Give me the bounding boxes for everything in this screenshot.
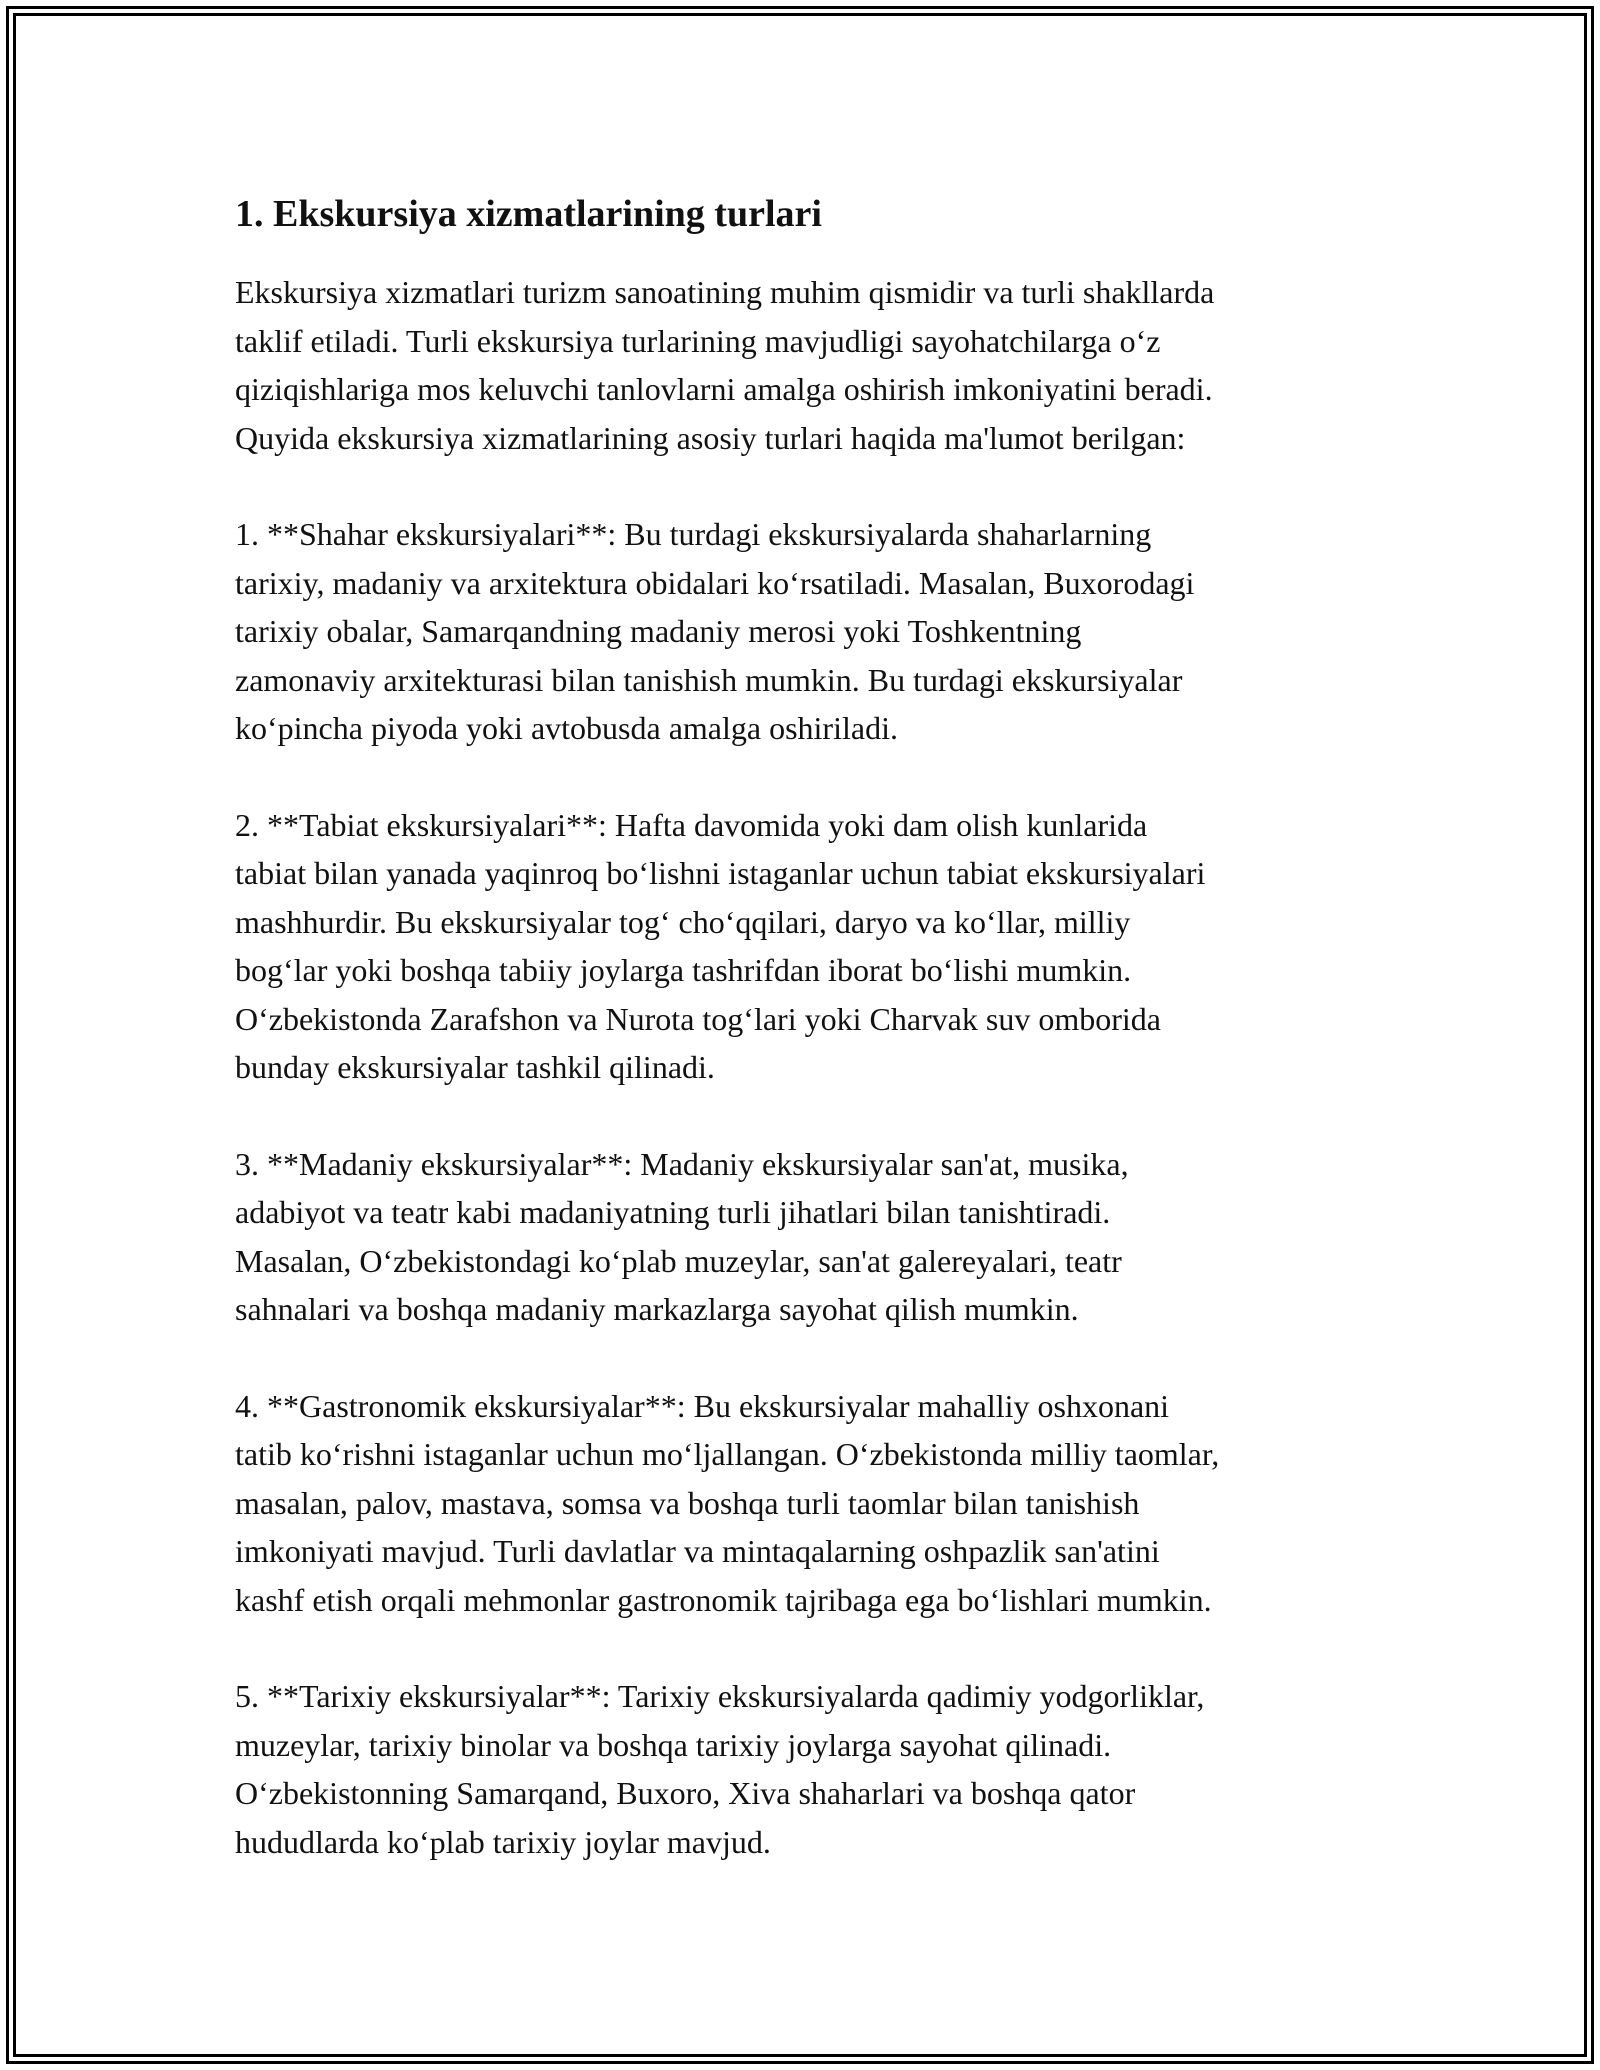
paragraph-line: imkoniyati mavjud. Turli davlatlar va mintaqalarning oshpazlik san'atini [235,1533,1160,1569]
paragraph-line: qiziqishlariga mos keluvchi tanlovlarni amalga oshirish imkoniyatini beradi. [235,371,1213,407]
paragraph-line: adabiyot va teatr kabi madaniyatning turli jihatlari bilan tanishtiradi. [235,1194,1111,1230]
paragraph-line: 1. **Shahar ekskursiyalari**: Bu turdagi ekskursiyalarda shaharlarning [235,516,1152,552]
paragraph-cultural-excursions [235,1140,1385,1334]
paragraph-nature-excursions [235,801,1385,1092]
paragraph-line: 5. **Tarixiy ekskursiyalar**: Tarixiy ekskursiyalarda qadimiy yodgorliklar, [235,1678,1205,1714]
paragraph-line: 4. **Gastronomik ekskursiyalar**: Bu ekskursiyalar mahalliy oshxonani [235,1387,1170,1424]
paragraph-line: Quyida ekskursiya xizmatlarining asosiy turlari haqida ma'lumot berilgan: [235,419,1186,456]
document-page [235,186,1385,1914]
paragraph-line: Masalan, O‘zbekistondagi ko‘plab muzeylar, san'at galereyalari, teatr [235,1242,1122,1279]
paragraph-line: zamonaviy arxitekturasi bilan tanishish mumkin. Bu turdagi ekskursiyalar [235,661,1183,698]
paragraph-line: tabiat bilan yanada yaqinroq bo‘lishni istaganlar uchun tabiat ekskursiyalari [235,855,1206,891]
paragraph-line: tatib ko‘rishni istaganlar uchun mo‘ljallangan. O‘zbekistonda milliy taomlar, [235,1436,1220,1472]
paragraph-line: muzeylar, tarixiy binolar va boshqa tarixiy joylarga sayohat qilinadi. [235,1726,1112,1763]
paragraph-line: tarixiy obalar, Samarqandning madaniy merosi yoki Toshkentning [235,613,1082,649]
paragraph-line: Ekskursiya xizmatlari turizm sanoatining muhim qismidir va turli shakllarda [235,274,1215,310]
paragraph-intro [235,268,1385,462]
paragraph-line: kashf etish orqali mehmonlar gastronomik tajribaga ega bo‘lishlari mumkin. [235,1581,1212,1618]
paragraph-line: bog‘lar yoki boshqa tabiiy joylarga tashrifdan iborat bo‘lishi mumkin. [235,952,1132,988]
paragraph-line: 2. **Tabiat ekskursiyalari**: Hafta davomida yoki dam olish kunlarida [235,806,1148,843]
paragraph-gastronomic-excursions [235,1382,1385,1625]
paragraph-line: O‘zbekistonda Zarafshon va Nurota tog‘lari yoki Charvak suv omborida [235,1000,1161,1037]
paragraph-line: ko‘pincha piyoda yoki avtobusda amalga oshiriladi. [235,710,898,746]
paragraph-city-excursions [235,510,1385,753]
paragraph-line: tarixiy, madaniy va arxitektura obidalari ko‘rsatiladi. Masalan, Buxorodagi [235,564,1195,601]
paragraph-line: taklif etiladi. Turli ekskursiya turlarining mavjudligi sayohatchilarga o‘z [235,322,1161,359]
paragraph-line: 3. **Madaniy ekskursiyalar**: Madaniy ekskursiyalar san'at, musika, [235,1145,1129,1182]
document-title: 1. Ekskursiya xizmatlarining turlari [235,193,822,235]
paragraph-historical-excursions [235,1672,1385,1866]
paragraph-line: sahnalari va boshqa madaniy markazlarga sayohat qilish mumkin. [235,1291,1079,1327]
paragraph-line: bunday ekskursiyalar tashkil qilinadi. [235,1049,715,1085]
paragraph-line: masalan, palov, mastava, somsa va boshqa turli taomlar bilan tanishish [235,1484,1140,1521]
paragraph-line: hududlarda ko‘plab tarixiy joylar mavjud. [235,1823,771,1860]
paragraph-line: O‘zbekistonning Samarqand, Buxoro, Xiva shaharlari va boshqa qator [235,1775,1136,1811]
paragraph-line: mashhurdir. Bu ekskursiyalar tog‘ cho‘qqilari, daryo va ko‘llar, milliy [235,903,1131,940]
